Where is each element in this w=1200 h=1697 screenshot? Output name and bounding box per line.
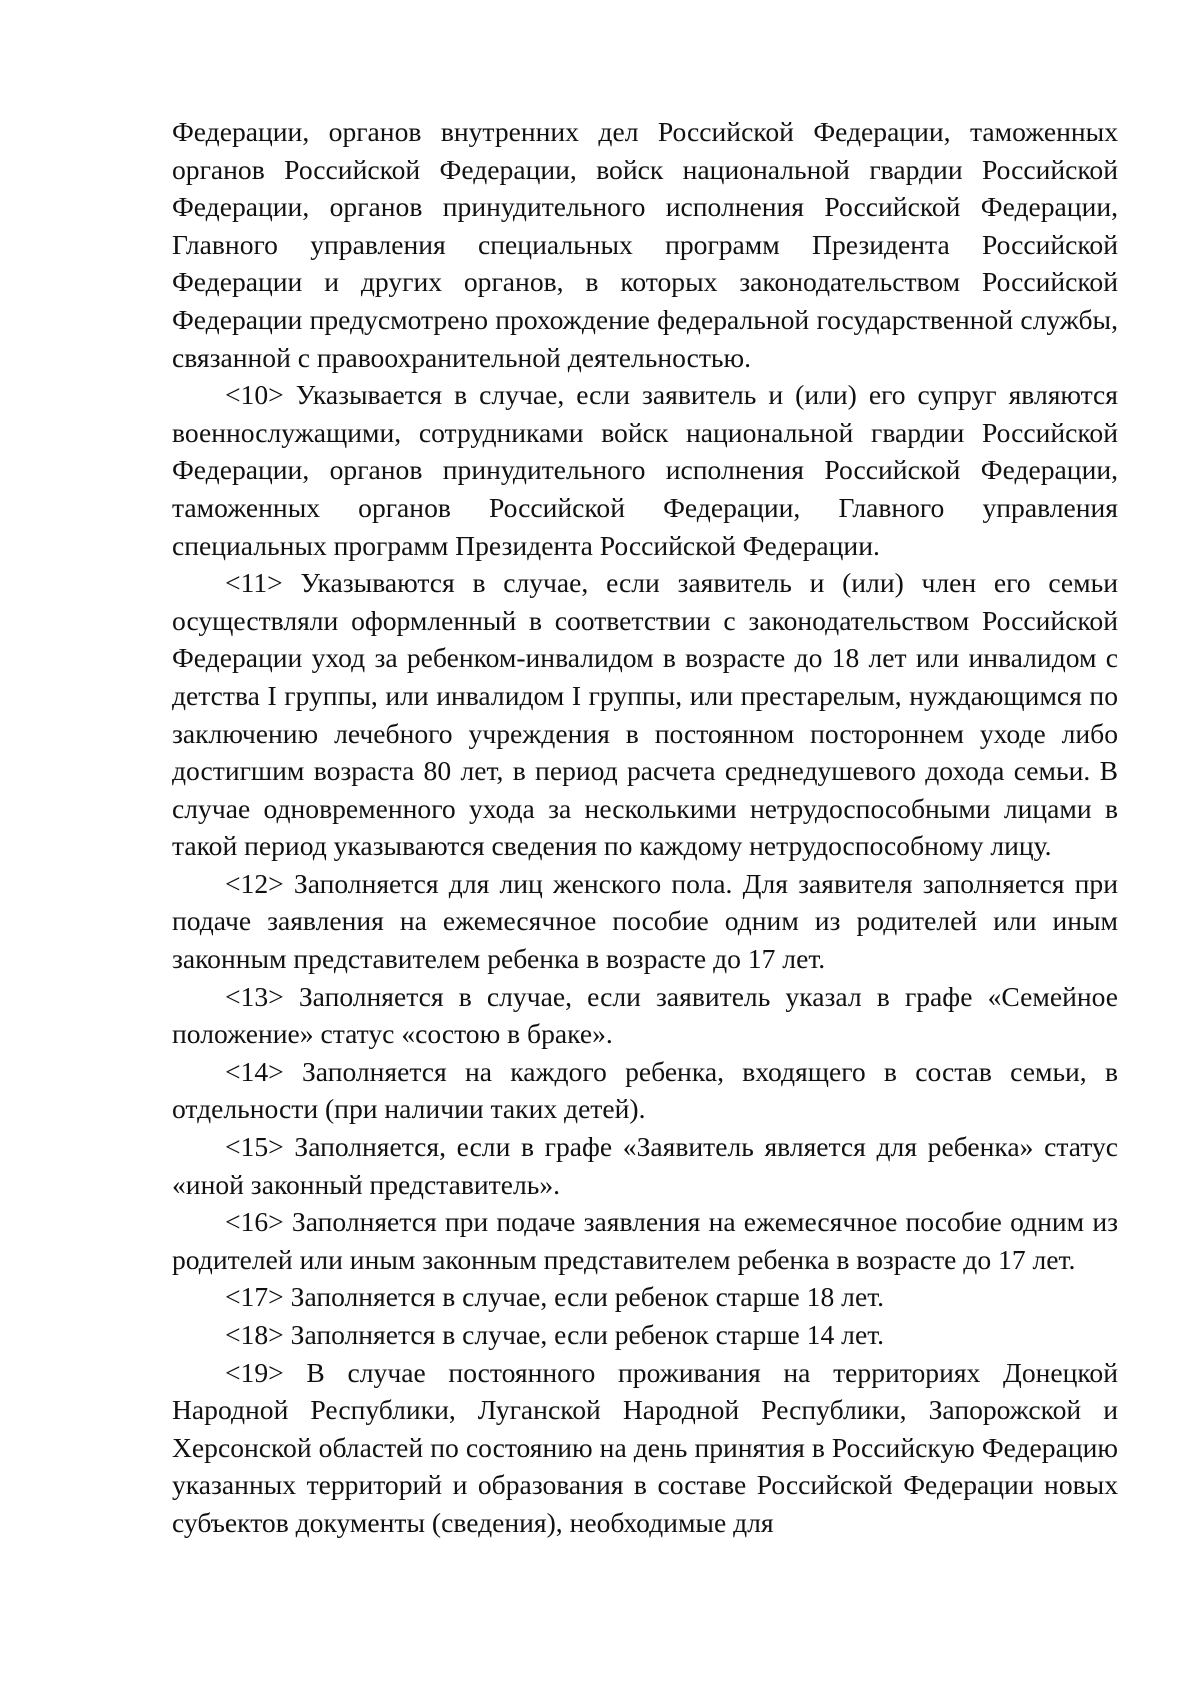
footnote-16: <16> Заполняется при подаче заявления на ежемесячное пособие одним из родителей или иным законным представителем ребенка в возрасте до 17 лет. xyxy=(172,1206,1118,1275)
footnote-15: <15> Заполняется, если в графе «Заявитель является для ребенка» статус «иной законный представитель». xyxy=(172,1131,1118,1200)
footnote-18: <18> Заполняется в случае, если ребенок старше 14 лет. xyxy=(225,1319,885,1350)
footnote-10: <10> Указывается в случае, если заявитель и (или) его супруг являются военнослужащими, сотрудниками войск национальной гвардии Российской Федерации, органов принудительного исполнения Российской Федерации, таможенных органов Российской Федерации, Главного управления специальных программ Президента Российской Федерации. xyxy=(172,379,1118,561)
footnote-19: <19> В случае постоянного проживания на территориях Донецкой Народной Республики, Луганской Народной Республики, Запорожской и Херсонской областей по состоянию на день принятия в Российскую Федерацию указанных территорий и образования в составе Российской Федерации новых субъектов документы (сведения), необходимые для xyxy=(172,1356,1118,1538)
footnote-17: <17> Заполняется в случае, если ребенок старше 18 лет. xyxy=(225,1281,885,1313)
footnote-12: <12> Заполняется для лиц женского пола. Для заявителя заполняется при подаче заявления на ежемесячное пособие одним из родителей или иным законным представителем ребенка в возрасте до 17 лет. xyxy=(172,867,1118,975)
document-page xyxy=(172,113,1118,1542)
continuation-paragraph: Федерации, органов внутренних дел Российской Федерации, таможенных органов Российской Федерации, войск национальной гвардии Российской Федерации, органов принудительного исполнения Российской Федерации, Главного управления специальных программ Президента Российской Федерации и других органов, в которых законодательством Российской Федерации предусмотрено прохождение федеральной государственной службы, связанной с правоохранительной деятельностью. xyxy=(172,116,1118,373)
footnote-13: <13> Заполняется в случае, если заявитель указал в графе «Семейное положение» статус «состою в браке». xyxy=(172,980,1118,1050)
footnote-14: <14> Заполняется на каждого ребенка, входящего в состав семьи, в отдельности (при наличии таких детей). xyxy=(172,1055,1118,1125)
footnote-11: <11> Указываются в случае, если заявитель и (или) член его семьи осуществляли оформленный в соответствии с законодательством Российской Федерации уход за ребенком-инвалидом в возрасте до 18 лет или инвалидом с детства I группы, или инвалидом I группы, или престарелым, нуждающимся по заключению лечебного учреждения в постоянном постороннем уходе либо достигшим возраста 80 лет, в период расчета среднедушевого дохода семьи. В случае одновременного ухода за несколькими нетрудоспособными лицами в такой период указываются сведения по каждому нетрудоспособному лицу. xyxy=(172,567,1118,862)
